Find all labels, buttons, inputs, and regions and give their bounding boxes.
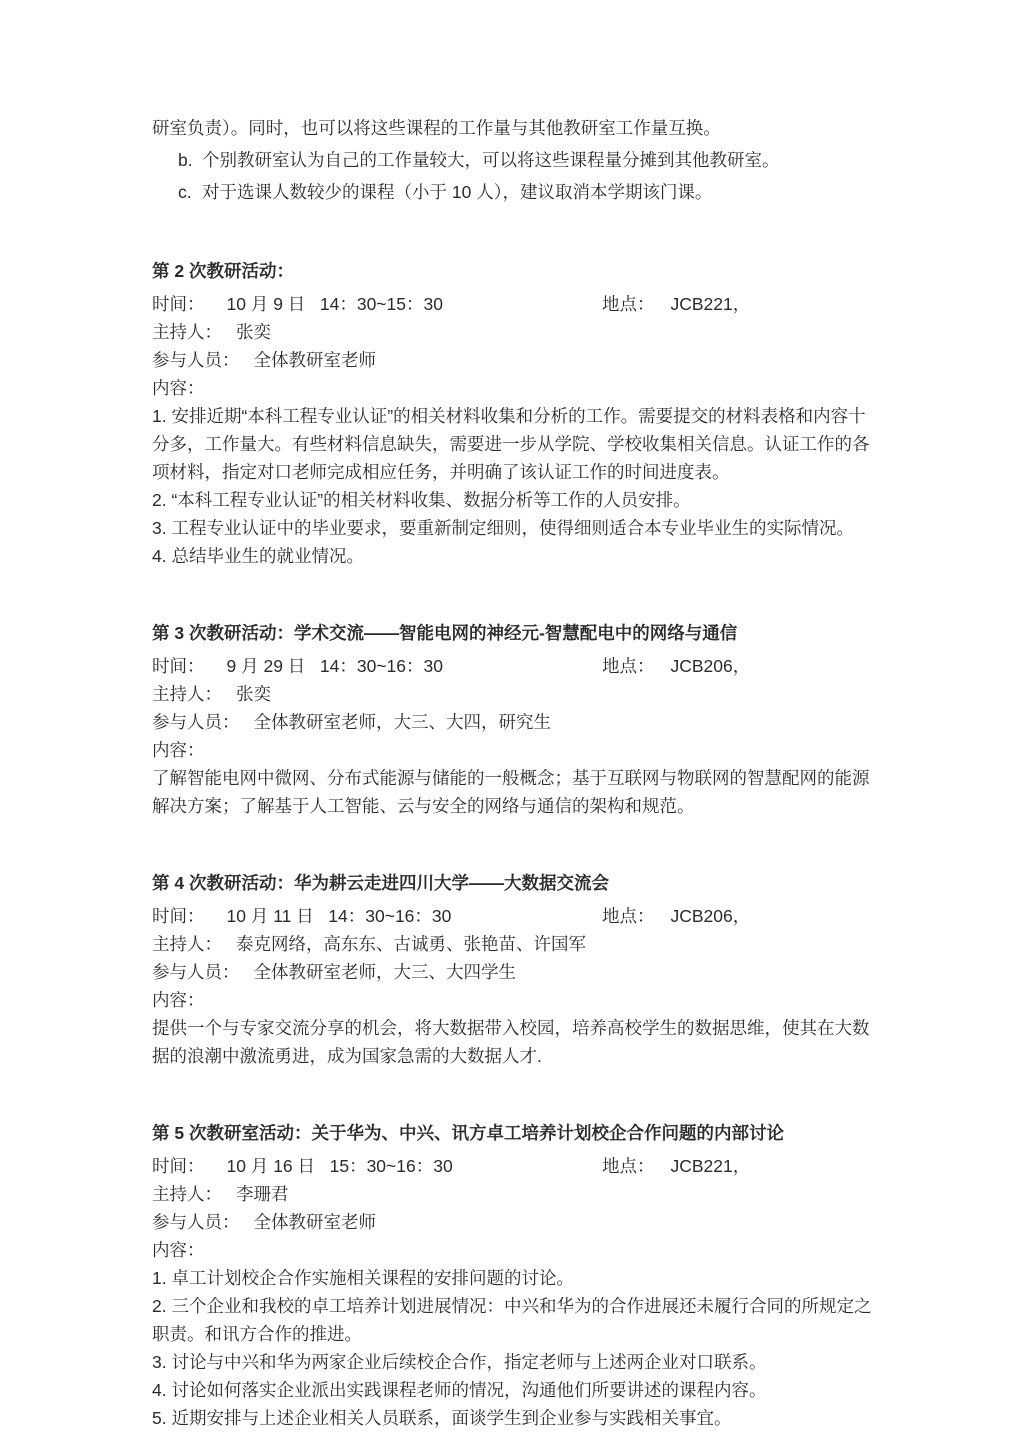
time-value: 9 月 29 日 14：30~16：30 bbox=[226, 656, 443, 676]
time-line bbox=[152, 1152, 878, 1180]
time-label: 时间： bbox=[152, 1156, 205, 1176]
activity-section-2 bbox=[152, 256, 878, 570]
time-label: 时间： bbox=[152, 656, 205, 676]
host-value: 张奕 bbox=[236, 322, 271, 342]
content-item: 2. 三个企业和我校的卓工培养计划进展情况：中兴和华为的合作进展还未履行合同的所规定之职责。和讯方合作的推进。 bbox=[152, 1296, 872, 1344]
section-title: 第 4 次教研活动：华为耕云走进四川大学——大数据交流会 bbox=[152, 873, 609, 893]
participants-label: 参与人员： bbox=[152, 1212, 240, 1232]
participants-line bbox=[152, 958, 878, 986]
content-item: 4. 讨论如何落实企业派出实践课程老师的情况，沟通他们所要讲述的课程内容。 bbox=[152, 1380, 767, 1400]
location-label: 地点： bbox=[602, 906, 655, 926]
host-line bbox=[152, 1180, 878, 1208]
location-line bbox=[602, 902, 750, 930]
participants-line bbox=[152, 1208, 878, 1236]
intro-line: 研室负责）。同时，也可以将这些课程的工作量与其他教研室工作量互换。 bbox=[152, 118, 721, 138]
location-value: JCB221， bbox=[670, 1156, 751, 1176]
participants-value: 全体教研室老师 bbox=[253, 1212, 376, 1232]
time-line bbox=[152, 652, 878, 680]
section-title: 第 3 次教研活动：学术交流——智能电网的神经元-智慧配电中的网络与通信 bbox=[152, 623, 738, 643]
content-item: 了解智能电网中微网、分布式能源与储能的一般概念；基于互联网与物联网的智慧配网的能源解决方案；了解基于人工智能、云与安全的网络与通信的架构和规范。 bbox=[152, 768, 870, 816]
host-label: 主持人： bbox=[152, 934, 222, 954]
time-value: 10 月 9 日 14：30~15：30 bbox=[226, 294, 443, 314]
host-label: 主持人： bbox=[152, 1184, 222, 1204]
host-label: 主持人： bbox=[152, 322, 222, 342]
host-value: 泰克网络，高东东、古诚勇、张艳苗、许国军 bbox=[236, 934, 586, 954]
participants-label: 参与人员： bbox=[152, 962, 240, 982]
content-block bbox=[152, 1264, 878, 1432]
content-label: 内容： bbox=[152, 990, 205, 1010]
content-label: 内容： bbox=[152, 740, 205, 760]
section-title: 第 2 次教研活动： bbox=[152, 261, 294, 281]
location-label: 地点： bbox=[602, 656, 655, 676]
host-value: 李珊君 bbox=[236, 1184, 289, 1204]
location-label: 地点： bbox=[602, 294, 655, 314]
content-item: 4. 总结毕业生的就业情况。 bbox=[152, 546, 364, 566]
section-title: 第 5 次教研室活动：关于华为、中兴、讯方卓工培养计划校企合作问题的内部讨论 bbox=[152, 1123, 784, 1143]
participants-value: 全体教研室老师 bbox=[253, 350, 376, 370]
host-line bbox=[152, 318, 878, 346]
content-item: 1. 安排近期“本科工程专业认证”的相关材料收集和分析的工作。需要提交的材料表格和内容十分多，工作量大。有些材料信息缺失，需要进一步从学院、学校收集相关信息。认证工作的各项材料，指定对口老师完成相应任务，并明确了该认证工作的时间进度表。 bbox=[152, 406, 870, 482]
location-line bbox=[602, 652, 750, 680]
time-line bbox=[152, 902, 878, 930]
content-label: 内容： bbox=[152, 378, 205, 398]
participants-line bbox=[152, 708, 878, 736]
list-item-text: 对于选课人数较少的课程（小于 10 人），建议取消本学期该门课。 bbox=[202, 182, 713, 202]
host-line bbox=[152, 930, 878, 958]
content-item: 3. 工程专业认证中的毕业要求，要重新制定细则，使得细则适合本专业毕业生的实际情况。 bbox=[152, 518, 854, 538]
participants-value: 全体教研室老师，大三、大四学生 bbox=[253, 962, 516, 982]
location-line bbox=[602, 290, 750, 318]
content-item: 1. 卓工计划校企合作实施相关课程的安排问题的讨论。 bbox=[152, 1268, 574, 1288]
activity-section-4 bbox=[152, 868, 878, 1070]
content-item: 3. 讨论与中兴和华为两家企业后续校企合作，指定老师与上述两企业对口联系。 bbox=[152, 1352, 767, 1372]
intro-block bbox=[152, 112, 878, 208]
content-block bbox=[152, 1014, 878, 1070]
content-item: 5. 近期安排与上述企业相关人员联系，面谈学生到企业参与实践相关事宜。 bbox=[152, 1408, 732, 1428]
location-value: JCB221， bbox=[670, 294, 751, 314]
activity-section-3 bbox=[152, 618, 878, 820]
list-marker: b. bbox=[178, 150, 193, 170]
time-value: 10 月 11 日 14：30~16：30 bbox=[226, 906, 452, 926]
location-line bbox=[602, 1152, 750, 1180]
list-marker: c. bbox=[178, 182, 192, 202]
list-item-c bbox=[178, 176, 878, 208]
content-block bbox=[152, 764, 878, 820]
list-item-text: 个别教研室认为自己的工作量较大，可以将这些课程量分摊到其他教研室。 bbox=[202, 150, 780, 170]
host-label: 主持人： bbox=[152, 684, 222, 704]
content-item: 2. “本科工程专业认证”的相关材料收集、数据分析等工作的人员安排。 bbox=[152, 490, 691, 510]
participants-line bbox=[152, 346, 878, 374]
location-value: JCB206， bbox=[670, 656, 751, 676]
host-line bbox=[152, 680, 878, 708]
time-line bbox=[152, 290, 878, 318]
content-label: 内容： bbox=[152, 1240, 205, 1260]
content-item: 提供一个与专家交流分享的机会，将大数据带入校园，培养高校学生的数据思维，使其在大数据的浪潮中激流勇进，成为国家急需的大数据人才. bbox=[152, 1018, 870, 1066]
time-label: 时间： bbox=[152, 906, 205, 926]
participants-label: 参与人员： bbox=[152, 712, 240, 732]
activity-section-5 bbox=[152, 1118, 878, 1432]
list-item-b bbox=[178, 144, 878, 176]
time-value: 10 月 16 日 15：30~16：30 bbox=[226, 1156, 453, 1176]
location-label: 地点： bbox=[602, 1156, 655, 1176]
time-label: 时间： bbox=[152, 294, 205, 314]
participants-label: 参与人员： bbox=[152, 350, 240, 370]
content-block bbox=[152, 402, 878, 570]
host-value: 张奕 bbox=[236, 684, 271, 704]
participants-value: 全体教研室老师，大三、大四，研究生 bbox=[253, 712, 551, 732]
location-value: JCB206， bbox=[670, 906, 751, 926]
